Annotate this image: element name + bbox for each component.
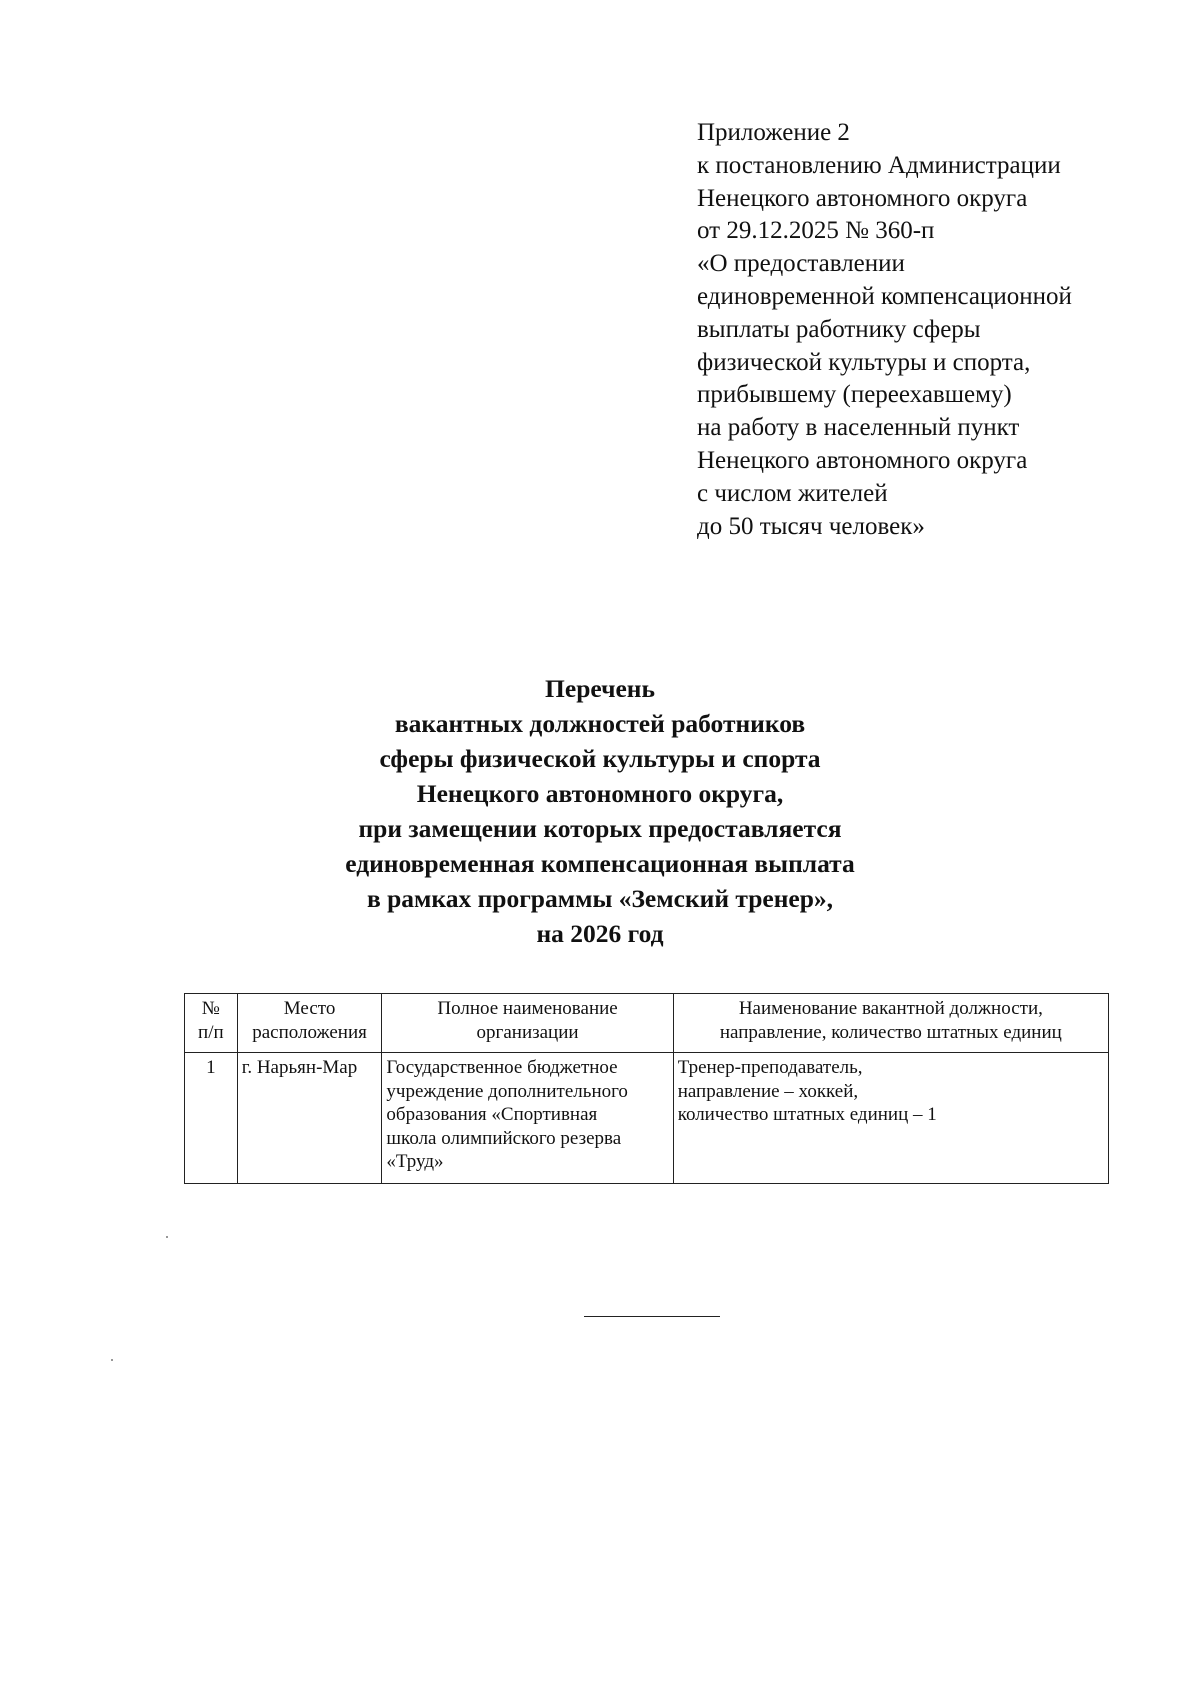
annex-line: на работу в населенный пункт [697,414,1020,442]
header-location: Место расположения [237,994,382,1053]
annex-line: к постановлению Администрации [697,151,1061,179]
annex-line: с числом жителей [697,479,888,507]
row-number: 1 [185,1053,238,1184]
document-title [0,671,1200,951]
annex-header [697,117,1072,543]
title-line: единовременная компенсационная выплата [345,849,855,878]
annex-line: до 50 тысяч человек» [697,512,925,540]
row-position: Тренер-преподаватель, направление – хоккей, количество штатных единиц – 1 [673,1053,1108,1184]
annex-line: единовременной компенсационной [697,282,1072,310]
annex-line: Ненецкого автономного округа [697,446,1028,474]
scan-speck [166,1236,168,1238]
row-organization: Государственное бюджетное учреждение дополнительного образования «Спортивная школа олимпийского резерва «Труд» [382,1053,673,1184]
title-line: на 2026 год [536,919,664,948]
annex-line: выплаты работнику сферы [697,315,981,343]
vacancies-table [184,993,1109,1184]
header-position: Наименование вакантной должности, направление, количество штатных единиц [673,994,1108,1053]
title-line: вакантных должностей работников [394,709,806,738]
row-location: г. Нарьян-Мар [237,1053,382,1184]
end-divider [584,1316,720,1317]
annex-line: физической культуры и спорта, [697,348,1031,376]
annex-line: от 29.12.2025 № 360-п [697,217,935,245]
table-row [185,1053,1109,1184]
header-organization: Полное наименование организации [382,994,673,1053]
annex-line: прибывшему (переехавшему) [697,381,1012,409]
title-line: в рамках программы «Земский тренер», [366,884,834,913]
title-line: Ненецкого автономного округа, [416,779,784,808]
annex-line: Приложение 2 [697,119,850,146]
annex-line: «О предоставлении [697,250,905,278]
scan-speck [111,1359,113,1361]
title-line: при замещении которых предоставляется [358,814,842,843]
title-line: сферы физической культуры и спорта [379,744,821,773]
annex-line: Ненецкого автономного округа [697,184,1028,212]
title-line: Перечень [545,674,655,703]
table-header-row [185,994,1109,1053]
header-number: № п/п [185,994,238,1053]
